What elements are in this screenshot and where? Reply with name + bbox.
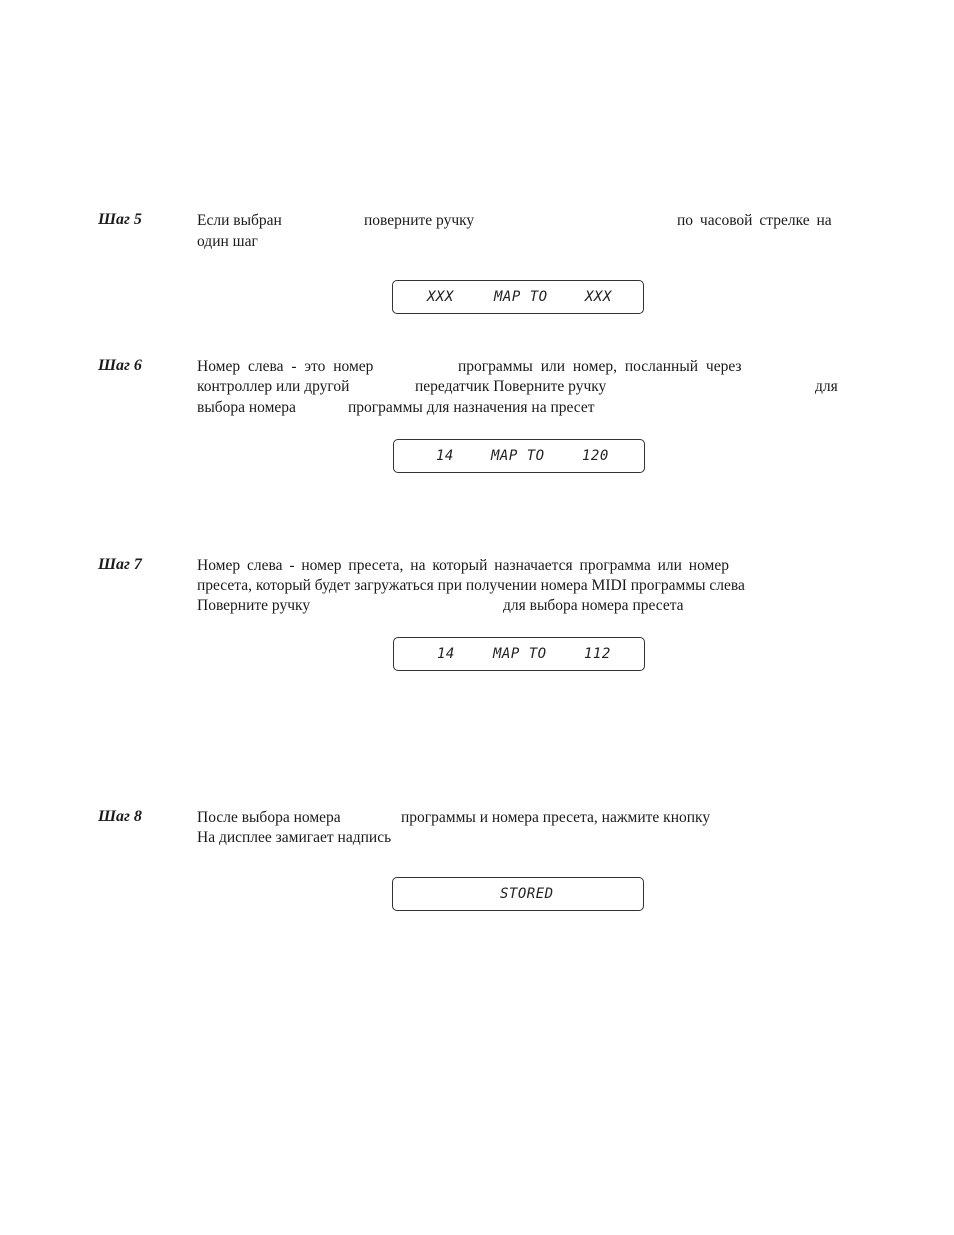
display-right-value: 120 bbox=[582, 448, 609, 464]
display-left-value: XXX bbox=[427, 289, 454, 305]
step-5-text-1b: поверните ручку bbox=[364, 212, 475, 229]
step-6-text-2c: для bbox=[815, 378, 838, 395]
step-6-text-2b: передатчик Поверните ручку bbox=[415, 378, 607, 395]
step-6-label: Шаг 6 bbox=[98, 357, 142, 374]
display-center-value: STORED bbox=[500, 886, 554, 902]
step-6-text-3a: выбора номера bbox=[197, 399, 296, 416]
step-7-label: Шаг 7 bbox=[98, 556, 142, 573]
step-7-text-1: Номер слева - номер пресета, на который назначается программа или номер bbox=[197, 557, 729, 574]
step-7-text-3b: для выбора номера пресета bbox=[503, 597, 684, 614]
display-right-value: XXX bbox=[585, 289, 612, 305]
display-left-value: 14 bbox=[437, 646, 455, 662]
step-6-display bbox=[393, 439, 645, 473]
display-middle-value: MAP TO bbox=[494, 289, 548, 305]
step-5-display bbox=[392, 280, 644, 314]
step-8-label: Шаг 8 bbox=[98, 808, 142, 825]
step-8-text-1a: После выбора номера bbox=[197, 809, 341, 826]
display-right-value: 112 bbox=[584, 646, 611, 662]
step-7-text-3a: Поверните ручку bbox=[197, 597, 311, 614]
display-middle-value: MAP TO bbox=[493, 646, 547, 662]
display-left-value: 14 bbox=[436, 448, 454, 464]
step-7-text-2: пресета, который будет загружаться при получении номера MIDI программы слева bbox=[197, 577, 745, 594]
step-6-text-1a: Номер слева - это номер bbox=[197, 358, 374, 375]
step-8-text-1b: программы и номера пресета, нажмите кнопку bbox=[401, 809, 711, 826]
step-5-text-2: один шаг bbox=[197, 233, 258, 250]
step-6-text-1b: программы или номер, посланный через bbox=[458, 358, 742, 375]
step-6-text-3b: программы для назначения на пресет bbox=[348, 399, 595, 416]
step-7-display bbox=[393, 637, 645, 671]
display-middle-value: MAP TO bbox=[491, 448, 545, 464]
step-5-label: Шаг 5 bbox=[98, 211, 142, 228]
step-5-text-1c: по часовой стрелке на bbox=[677, 212, 832, 229]
step-6-text-2a: контроллер или другой bbox=[197, 378, 350, 395]
step-5-text-1a: Если выбран bbox=[197, 212, 282, 229]
step-8-display bbox=[392, 877, 644, 911]
step-8-text-2: На дисплее замигает надпись bbox=[197, 829, 392, 846]
